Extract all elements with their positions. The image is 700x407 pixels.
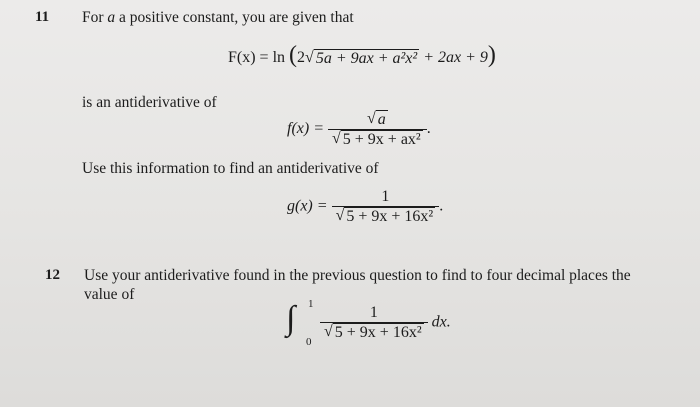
q11-intro xyxy=(82,9,354,27)
q11-intro-post: a positive constant, you are given that xyxy=(115,9,354,26)
q11-antiderivative-text: is an antiderivative of xyxy=(82,94,217,111)
question-number-11: 11 xyxy=(35,9,50,25)
open-paren: ( xyxy=(289,42,298,68)
q11-intro-var: a xyxy=(107,9,116,26)
f-numerator-radicand: a xyxy=(377,111,386,128)
q12-line2: value of xyxy=(84,286,135,303)
integral-sign: ∫ xyxy=(286,300,296,337)
differential: dx. xyxy=(431,313,451,331)
f-fraction xyxy=(328,110,427,149)
f-lhs: f(x) = xyxy=(287,120,324,138)
q12-line1: Use your antiderivative found in the previous question to find to four decimal places the xyxy=(84,267,631,284)
f-denominator-radicand: 5 + 9x + ax² xyxy=(342,131,421,148)
integral-upper-limit: 1 xyxy=(308,298,314,310)
f-denominator: √ 5 + 9x + ax² xyxy=(332,130,421,148)
F-equation xyxy=(228,42,496,69)
f-period: . xyxy=(426,120,431,138)
q11-use-text: Use this information to find an antiderivative of xyxy=(82,160,379,177)
q11-intro-pre: For xyxy=(82,9,108,26)
g-numerator: 1 xyxy=(381,188,390,205)
integrand-fraction xyxy=(320,304,428,342)
integrand xyxy=(320,304,451,342)
F-lhs: F(x) = ln xyxy=(228,49,286,66)
close-paren: ) xyxy=(487,42,496,68)
f-numerator: √ a xyxy=(366,110,386,128)
F-radicand: 5a + 9ax + a²x² xyxy=(315,50,418,67)
f-equation xyxy=(287,110,431,149)
integrand-numerator: 1 xyxy=(369,304,378,321)
F-inner-pre: 2 xyxy=(297,49,306,66)
integrand-denominator: √ 5 + 9x + 16x² xyxy=(324,323,422,341)
g-lhs: g(x) = xyxy=(287,197,328,215)
question-number-12: 12 xyxy=(45,267,60,283)
integral-lower-limit: 0 xyxy=(306,336,312,348)
g-period: . xyxy=(439,197,444,215)
integrand-denominator-radicand: 5 + 9x + 16x² xyxy=(334,324,422,341)
radical-sign: √ xyxy=(305,49,314,66)
g-equation xyxy=(287,188,443,226)
F-sqrt xyxy=(305,49,419,68)
g-denominator-radicand: 5 + 9x + 16x² xyxy=(346,208,434,225)
g-fraction xyxy=(332,188,440,226)
F-inner-post: + 2ax + 9 xyxy=(419,49,488,66)
g-denominator: √ 5 + 9x + 16x² xyxy=(335,207,434,225)
